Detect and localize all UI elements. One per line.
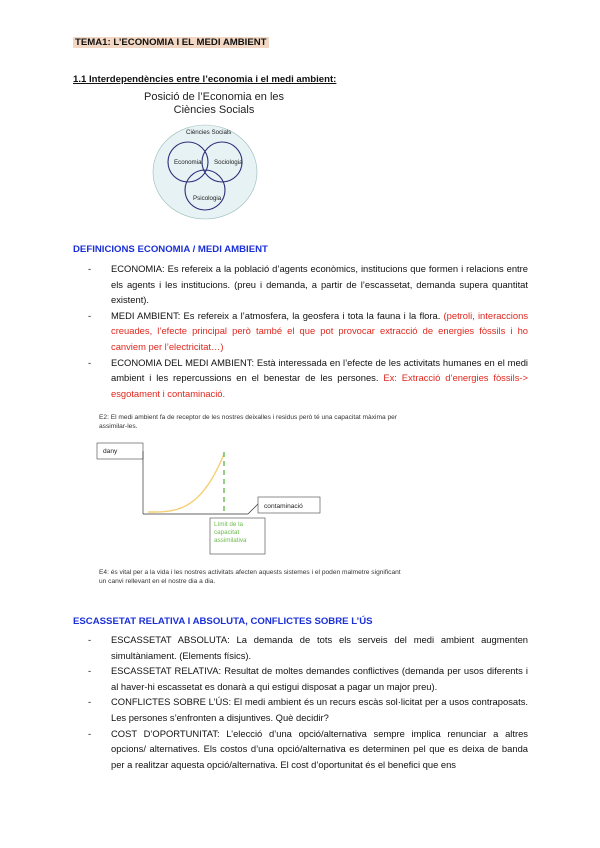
x-axis-pointer bbox=[248, 504, 258, 514]
y-axis-label: dany bbox=[103, 448, 118, 455]
list-item bbox=[88, 261, 528, 308]
list-item-text: ECONOMIA: Es refereix a la població d’agents econòmics, institucions que formen i relacions entre els agents i les institucions. (preu i demanda, a partir de l’escassetat, demanda supera quantitat existent). bbox=[111, 263, 528, 306]
list-item bbox=[88, 726, 528, 773]
list-item bbox=[88, 663, 528, 694]
venn-diagram bbox=[145, 120, 275, 224]
bullet-dash: - bbox=[88, 634, 92, 645]
list-item bbox=[88, 632, 528, 663]
list-item bbox=[88, 355, 528, 402]
x-axis-label: contaminació bbox=[264, 503, 303, 510]
bullet-dash: - bbox=[88, 665, 92, 677]
bullet-dash: - bbox=[88, 356, 92, 368]
list-item-text: ESCASSETAT RELATIVA: Resultat de moltes demandes conflictives (demanda per usos diferents i al haver-hi escassetat es donarà a qui estigui disposat a pagar un major preu). bbox=[111, 665, 528, 692]
list-item bbox=[88, 308, 528, 355]
venn-label-sociologia: Sociologia bbox=[214, 159, 243, 166]
section-heading-scarcity: ESCASSETAT RELATIVA I ABSOLUTA, CONFLICTES SOBRE L’ÚS bbox=[73, 616, 373, 627]
list-item-note: (petroli, interaccions creuades, l’efecte principal però també el que pot provocar extracció de energies fòssils i ho canviem per l’electricitat…) bbox=[111, 309, 529, 352]
document-title: TEMA1: L’ECONOMIA I EL MEDI AMBIENT bbox=[75, 37, 267, 48]
list-item-text: COST D’OPORTUNITAT: L’elecció d’una opció/alternativa sempre implica renunciar a altres opcions/ alternatives. Els costos d’una opció/alternativa es determinen pel que es deixa de banda per a realitzar aquesta opció/alternativa. El cost d’oportunitat és el benefici que ens bbox=[111, 727, 528, 770]
venn-label-economia: Economia bbox=[174, 159, 202, 166]
limit-label: Límit de la capacitat assimilativa bbox=[214, 521, 247, 545]
section-subtitle: 1.1 Interdependències entre l’economia i el medi ambient: bbox=[73, 74, 337, 85]
list-item-text: ESCASSETAT ABSOLUTA: La demanda de tots els serveis del medi ambient augmenten simultàniament. (Elements físics). bbox=[111, 634, 528, 661]
venn-label-psicologia: Psicologia bbox=[193, 195, 222, 202]
bullet-dash: - bbox=[88, 309, 92, 321]
venn-title-line1: Posició de l’Economia en les bbox=[143, 91, 285, 103]
damage-curve bbox=[148, 454, 224, 512]
list-item-text: CONFLICTES SOBRE L’ÚS: El medi ambient és un recurs escàs sol·licitat per a usos contraposats. Les persones s’enfronten a disjuntives. Què decidir? bbox=[111, 696, 528, 723]
list-item-text: MEDI AMBIENT: Es refereix a l’atmosfera, la geosfera i tota la fauna i la flora. bbox=[111, 309, 444, 321]
bullet-dash: - bbox=[88, 696, 92, 708]
list-item-text: ECONOMIA DEL MEDI AMBIENT: Està interessada en l’efecte de les activitats humanes en el medi ambient i les repercussions en el benestar de les persones. bbox=[111, 356, 528, 384]
list-item bbox=[88, 694, 528, 725]
venn-title-line2: Ciències Socials bbox=[173, 104, 255, 116]
scarcity-list bbox=[88, 632, 528, 772]
bullet-dash: - bbox=[88, 263, 92, 274]
chart-caption-top: E2: El medi ambient fa de receptor de les nostres deixalles i residus però té una capacitat màxima per assimilar-les. bbox=[99, 414, 397, 430]
section-heading-definitions: DEFINICIONS ECONOMIA / MEDI AMBIENT bbox=[73, 244, 268, 255]
venn-label-outer: Ciències Socials bbox=[186, 129, 232, 136]
list-item-note: Ex: Extracció d’energies fòssils-> esgotament i contaminació. bbox=[111, 372, 528, 399]
damage-chart bbox=[96, 438, 326, 560]
chart-caption-bottom: E4: és vital per a la vida i les nostres activitats afecten aquests sistemes i el poden malmetre significant un canvi rellevant en el nostre dia a dia. bbox=[99, 569, 401, 585]
definitions-list bbox=[88, 261, 528, 401]
venn-title bbox=[128, 91, 300, 117]
bullet-dash: - bbox=[88, 727, 92, 739]
